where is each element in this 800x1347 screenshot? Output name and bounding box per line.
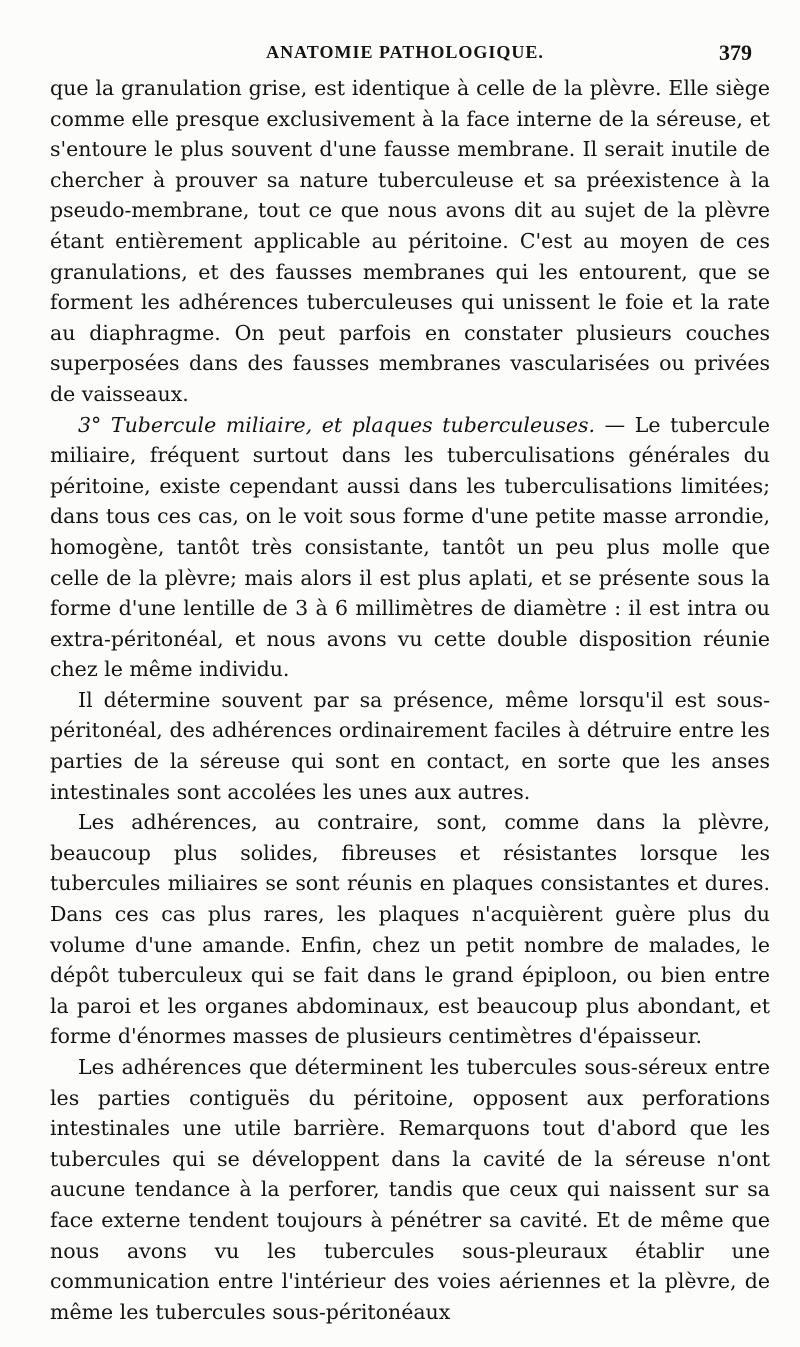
- page-number: 379: [719, 40, 752, 65]
- paragraph-2-text: — Le tubercule miliaire, fréquent surtout dans les tuberculisations générales du péritoine, existe cependant aussi dans les tuberculisations limitées; dans tous ces cas, on le voit sous forme d'une petite masse arrondie, homogène, tantôt très consistante, tantôt un peu plus molle que celle de la plèvre; mais alors il est plus aplati, et se présente sous la forme d'une lentille de 3 à 6 millimètres de diamètre : il est intra ou extra-péritonéal, et nous avons vu cette double disposition réunie chez le même individu.: [50, 412, 770, 682]
- running-title: ANATOMIE PATHOLOGIQUE.: [266, 42, 544, 62]
- paragraph-3: Il détermine souvent par sa présence, même lorsqu'il est sous-péritonéal, des adhérences ordinairement faciles à détruire entre les parties de la séreuse qui sont en contact, en sorte que les anses intestinales sont accolées les unes aux autres.: [50, 687, 770, 804]
- paragraph-2: [50, 410, 770, 685]
- body-text: [50, 73, 770, 1327]
- running-head: [50, 40, 760, 70]
- paragraph-5: Les adhérences que déterminent les tubercules sous-séreux entre les parties contiguës du péritoine, opposent aux perforations intestinales une utile barrière. Remarquons tout d'abord que les tubercules qui se développent dans la cavité de la séreuse n'ont aucune tendance à la perforer, tandis que ceux qui naissent sur sa face externe tendent toujours à pénétrer sa cavité. Et de même que nous avons vu les tubercules sous-pleuraux établir une communication entre l'intérieur des voies aériennes et la plèvre, de même les tubercules sous-péritonéaux: [50, 1055, 770, 1324]
- paragraph-1: que la granulation grise, est identique à celle de la plèvre. Elle siège comme elle presque exclusivement à la face interne de la séreuse, et s'entoure le plus souvent d'une fausse membrane. Il serait inutile de chercher à prouver sa nature tuberculeuse et sa préexistence à la pseudo-membrane, tout ce que nous avons dit au sujet de la plèvre étant entièrement applicable au péritoine. C'est au moyen de ces granulations, et des fausses membranes qui les entourent, que se forment les adhérences tuberculeuses qui unissent le foie et la rate au diaphragme. On peut parfois en constater plusieurs couches superposées dans des fausses membranes vascularisées ou privées de vaisseaux.: [50, 76, 770, 406]
- paragraph-4: Les adhérences, au contraire, sont, comme dans la plèvre, beaucoup plus solides, fibreuses et résistantes lorsque les tubercules miliaires se sont réunis en plaques consistantes et dures. Dans ces cas plus rares, les plaques n'acquièrent guère plus du volume d'une amande. Enfin, chez un petit nombre de malades, le dépôt tuberculeux qui se fait dans le grand épiploon, ou bien entre la paroi et les organes abdominaux, est beaucoup plus abondant, et forme d'énormes masses de plusieurs centimètres d'épaisseur.: [50, 810, 770, 1049]
- section-heading: 3° Tubercule miliaire, et plaques tuberculeuses.: [78, 412, 596, 437]
